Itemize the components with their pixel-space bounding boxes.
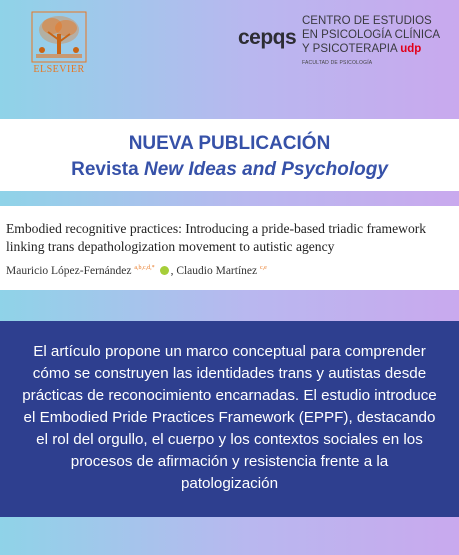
author-2: , Claudio Martínez — [170, 265, 258, 277]
announcement-title: NUEVA PUBLICACIÓN — [128, 133, 331, 154]
cepqs-name — [302, 14, 440, 56]
cepqs-line2: EN PSICOLOGÍA CLÍNICA — [302, 29, 441, 41]
abstract-text: El artículo propone un marco conceptual para comprender cómo se construyen las identidades trans y autistas desde prácticas de reconocimiento encarnadas. El estudio introduce el Embodied Pride Practices Framework (EPPF), destacando el rol del orgullo, el cuerpo y los contextos sociales en los procesos de afirmación y resistencia frente a la patologización — [22, 343, 437, 492]
journal-line — [0, 159, 459, 181]
author-1: Mauricio López-Fernández — [6, 265, 132, 277]
cepqs-line3: Y PSICOTERAPIA — [302, 43, 398, 55]
announcement-header — [0, 119, 459, 191]
paper-title: Embodied recognitive practices: Introducing a pride-based triadic framework linking trans depathologization movement to autistic agency — [6, 221, 427, 254]
journal-name: New Ideas and Psychology — [143, 159, 388, 180]
udp-mark: udp — [400, 43, 422, 55]
cepqs-line1: CENTRO DE ESTUDIOS — [302, 15, 432, 27]
cepqs-line3-row — [302, 42, 440, 56]
elsevier-wordmark: ELSEVIER — [33, 64, 85, 75]
elsevier-logo — [28, 10, 90, 78]
paper-authors — [6, 265, 456, 277]
cepqs-faculty: FACULTAD DE PSICOLOGÍA — [302, 60, 373, 66]
journal-prefix: Revista — [71, 159, 144, 180]
cepqs-mark: cepqs — [238, 26, 297, 49]
author-1-affiliations: a,b,c,d,* — [134, 265, 155, 272]
orcid-icon — [160, 266, 169, 275]
abstract-panel — [0, 321, 459, 517]
paper-card — [0, 206, 459, 290]
elsevier-tree-icon — [28, 10, 90, 64]
author-2-affiliations: c,e — [260, 265, 267, 272]
cepqs-logo — [238, 12, 448, 74]
